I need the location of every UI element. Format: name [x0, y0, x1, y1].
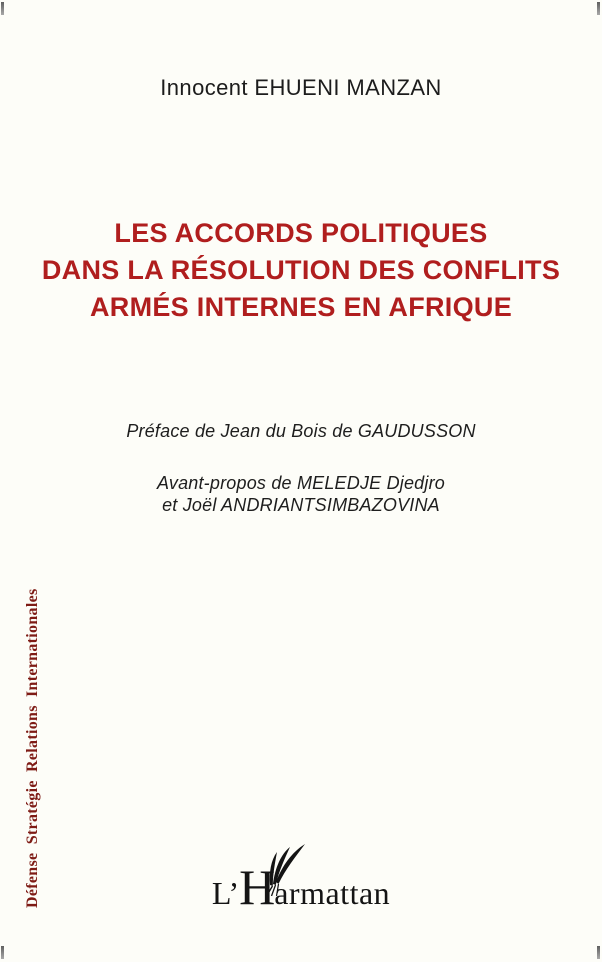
crop-mark-top-left	[1, 2, 4, 15]
title-line-1: LES ACCORDS POLITIQUES	[114, 218, 488, 248]
preface-credit: Préface de Jean du Bois de GAUDUSSON	[126, 421, 476, 441]
publisher-name-rest: armattan	[274, 875, 391, 911]
publisher-logo	[0, 836, 602, 926]
avant-propos-line-1: Avant-propos de MELEDJE Djedjro	[156, 473, 445, 493]
avant-propos-credit	[0, 472, 602, 516]
title-line-2: DANS LA RÉSOLUTION DES CONFLITS	[41, 255, 561, 285]
publisher-name-initial: H	[239, 859, 275, 915]
crop-mark-bottom-left	[1, 946, 4, 959]
publisher-name	[211, 859, 391, 915]
publisher-name-prefix: L’	[211, 875, 240, 911]
avant-propos-line-2: et Joël ANDRIANTSIMBAZOVINA	[162, 495, 440, 515]
book-title	[0, 215, 602, 326]
crop-mark-bottom-right	[597, 946, 600, 959]
author-name: Innocent EHUENI MANZAN	[160, 75, 442, 100]
title-line-3: ARMÉS INTERNES EN AFRIQUE	[89, 292, 513, 322]
collection-name-vertical: Défense Stratégie Relations Internationales	[24, 588, 41, 908]
crop-mark-top-right	[597, 2, 600, 15]
